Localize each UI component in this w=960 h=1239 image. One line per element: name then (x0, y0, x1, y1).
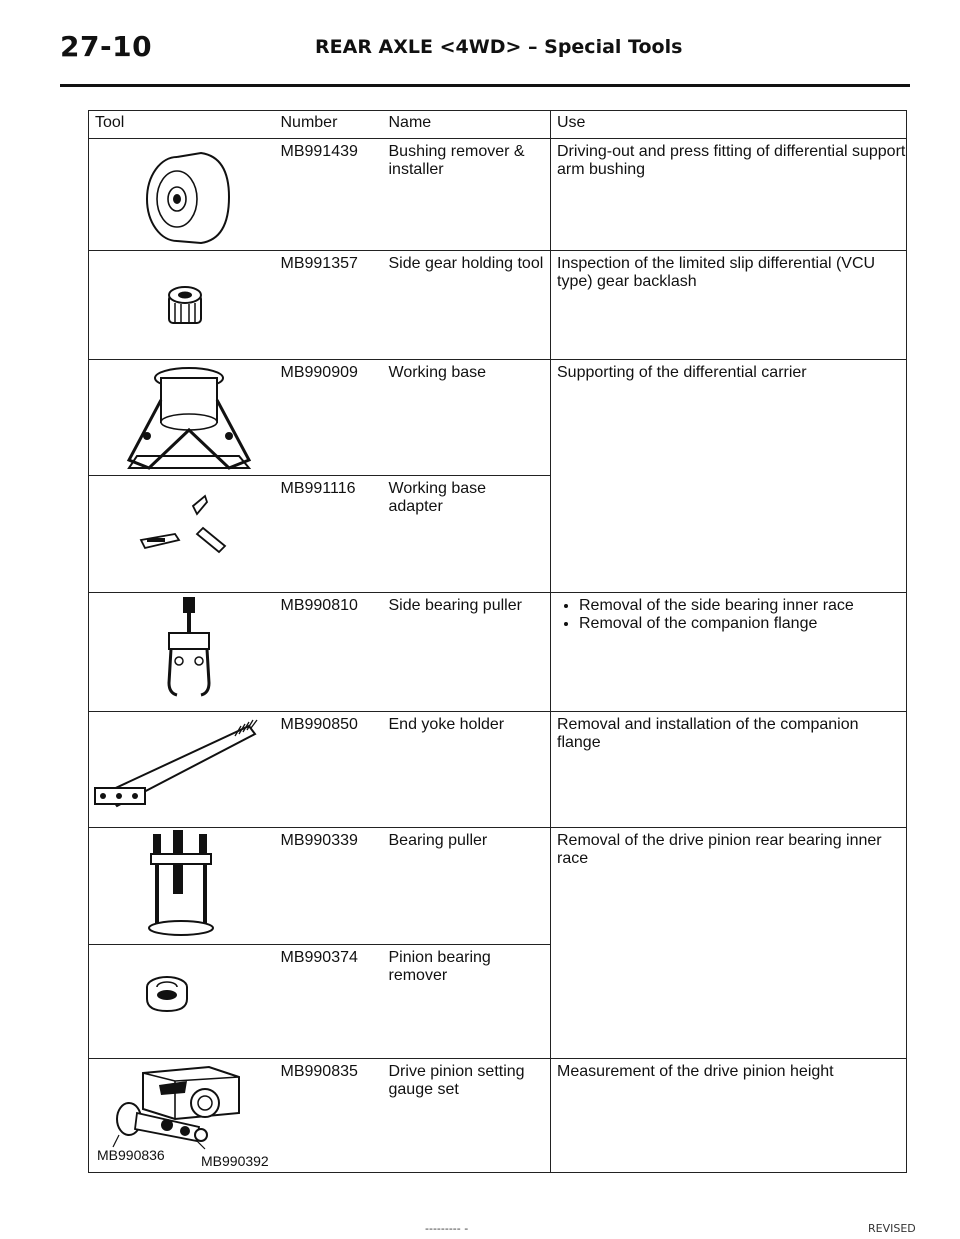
tool-name: Working base (388, 364, 487, 381)
tool-use: Removal of the drive pinion rear bearing inner race (551, 828, 907, 1059)
base-adapter-icon (89, 476, 273, 593)
table-row (89, 251, 907, 360)
callout-label: MB990836 (97, 1147, 165, 1163)
tool-name: Side gear holding tool (388, 255, 544, 272)
tool-illustration (89, 251, 273, 360)
tool-number: MB990909 (280, 364, 358, 381)
tool-name: Bearing puller (388, 832, 488, 849)
special-tools-table (88, 110, 907, 1173)
footer-mark-right: REVISED (868, 1222, 916, 1235)
tool-number: MB991116 (280, 480, 356, 497)
bearing-puller-icon (89, 593, 273, 712)
callout-label: MB990392 (201, 1153, 269, 1169)
page-title: REAR AXLE <4WD> – Special Tools (315, 36, 683, 58)
bushing-remover-icon (89, 139, 273, 251)
tool-use: Inspection of the limited slip differential (VCU type) gear backlash (551, 251, 907, 360)
table-row (89, 712, 907, 828)
tool-number: MB990339 (280, 832, 358, 849)
tool-number: MB990374 (280, 949, 358, 966)
tool-illustration (89, 593, 273, 712)
tool-use (551, 593, 907, 712)
tool-number: MB990850 (280, 716, 358, 733)
list-item: • Removal of the side bearing inner race (579, 597, 906, 615)
tool-number: MB990835 (280, 1063, 358, 1080)
pinion-remover-icon (89, 945, 273, 1059)
page-header (60, 30, 910, 90)
list-item: • Removal of the companion flange (579, 615, 906, 633)
tool-illustration (89, 712, 273, 828)
table-row (89, 828, 907, 945)
tool-number: MB991439 (280, 143, 358, 160)
table-row (89, 139, 907, 251)
tool-use: Driving-out and press fitting of differential support arm bushing (551, 139, 907, 251)
tool-name: Pinion bearing remover (388, 949, 491, 984)
tool-name: Side bearing puller (388, 597, 522, 614)
footer-mark-left: --------- - (425, 1222, 469, 1235)
table-header-row (89, 111, 907, 139)
header-rule (60, 84, 910, 87)
col-header-name: Name (389, 111, 551, 139)
tool-use-list (557, 597, 906, 633)
side-gear-tool-icon (89, 251, 273, 360)
col-header-use: Use (551, 111, 907, 139)
col-header-number: Number (273, 111, 389, 139)
tool-illustration (89, 1059, 273, 1173)
tool-name: Bushing remover & installer (388, 143, 525, 178)
col-header-tool: Tool (89, 111, 273, 139)
tool-illustration (89, 945, 273, 1059)
tool-use: Removal and installation of the companion flange (551, 712, 907, 828)
working-base-icon (89, 360, 273, 476)
tool-name: Working base adapter (388, 480, 487, 515)
table-row (89, 360, 907, 476)
table-row (89, 593, 907, 712)
tool-illustration (89, 139, 273, 251)
tool-name: Drive pinion setting gauge set (388, 1063, 525, 1098)
tool-number: MB991357 (280, 255, 358, 272)
table-row (89, 1059, 907, 1173)
tool-number: MB990810 (280, 597, 358, 614)
tool-illustration (89, 476, 273, 593)
bearing-puller-frame-icon (89, 828, 273, 945)
tool-use: Supporting of the differential carrier (551, 360, 907, 593)
tool-use: Measurement of the drive pinion height (551, 1059, 907, 1173)
tool-illustration (89, 828, 273, 945)
tool-illustration (89, 360, 273, 476)
tool-name: End yoke holder (388, 716, 505, 733)
page-number: 27-10 (60, 30, 153, 63)
yoke-holder-icon (89, 712, 273, 828)
